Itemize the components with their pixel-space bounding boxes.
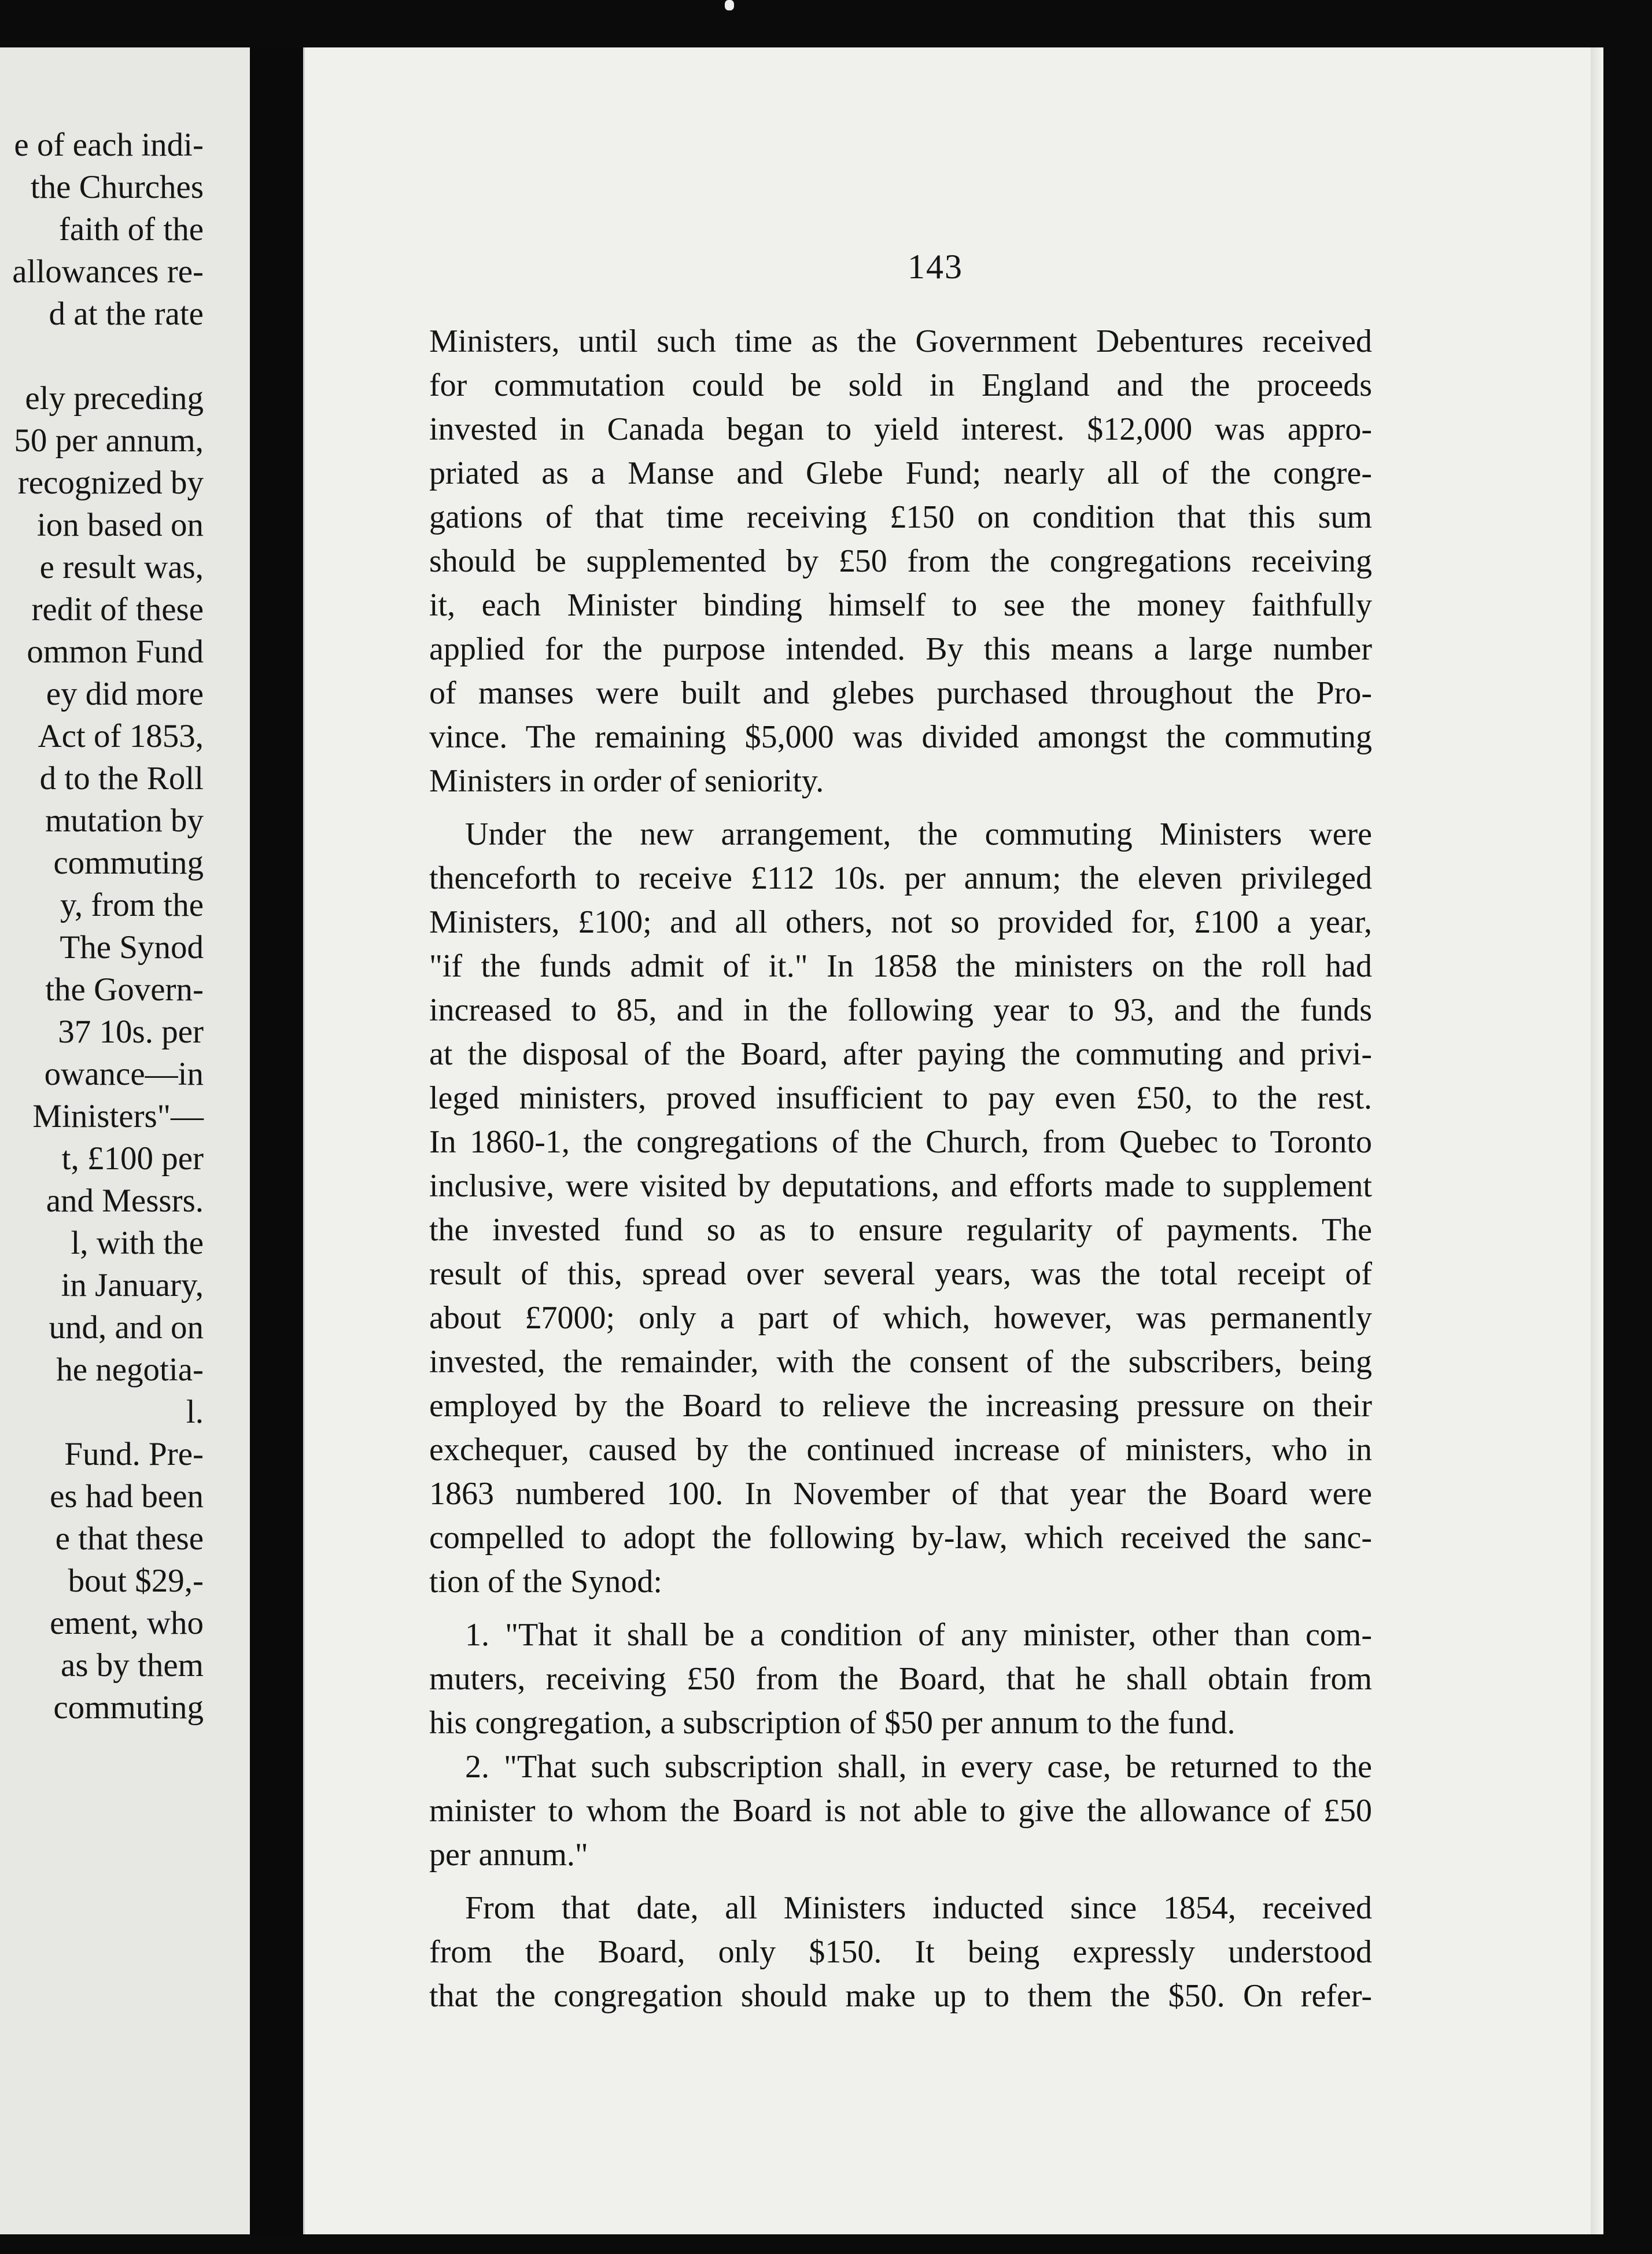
left-line: ely preceding (25, 380, 204, 417)
left-line: d to the Roll (39, 760, 204, 797)
left-line: mutation by (45, 802, 204, 839)
text-line: that the congregation should make up to them the $50. On refer- (429, 1978, 1372, 2014)
text-line: In 1860-1, the congregations of the Church, from Quebec to Toronto (429, 1124, 1372, 1160)
text-line: it, each Minister binding himself to see the money faithfully (429, 587, 1372, 623)
left-line: ey did more (46, 676, 204, 712)
text-line: the invested fund so as to ensure regularity of payments. The (429, 1212, 1372, 1248)
left-line: ommon Fund (27, 634, 204, 670)
left-line: Ministers"— (32, 1098, 204, 1135)
right-page (303, 47, 1603, 2234)
left-line: t, £100 per (61, 1140, 204, 1177)
text-line: vince. The remaining $5,000 was divided amongst the commuting (429, 719, 1372, 755)
text-line: 1863 numbered 100. In November of that year the Board were (429, 1476, 1372, 1512)
left-line: recognized by (17, 465, 204, 501)
text-line: about £7000; only a part of which, however, was permanently (429, 1300, 1372, 1336)
left-line: e of each indi- (14, 127, 204, 163)
text-line: From that date, all Ministers inducted since 1854, received (465, 1890, 1372, 1926)
text-line: compelled to adopt the following by-law, which received the sanc- (429, 1520, 1372, 1556)
left-line: redit of these (31, 591, 204, 628)
text-line: muters, receiving £50 from the Board, that he shall obtain from (429, 1661, 1372, 1697)
left-line: und, and on (49, 1309, 204, 1346)
left-line: Fund. Pre- (64, 1436, 204, 1472)
text-line: Ministers, £100; and all others, not so provided for, £100 a year, (429, 904, 1372, 940)
left-line: l. (186, 1394, 204, 1430)
left-page-fragment (0, 47, 250, 2234)
left-line: 50 per annum, (14, 422, 204, 459)
text-line: employed by the Board to relieve the increasing pressure on their (429, 1388, 1372, 1424)
text-line: minister to whom the Board is not able to give the allowance of £50 (429, 1793, 1372, 1829)
left-line: the Churches (30, 169, 204, 205)
text-line: from the Board, only $150. It being expressly understood (429, 1934, 1372, 1970)
left-line: ement, who (50, 1605, 204, 1641)
body-text (429, 319, 1372, 2018)
text-line: 2. "That such subscription shall, in every case, be returned to the (465, 1749, 1372, 1785)
left-line: commuting (53, 1689, 204, 1726)
left-line: 37 10s. per (58, 1014, 204, 1050)
left-line: he negotia- (56, 1351, 204, 1388)
page-number: 143 (908, 248, 963, 286)
text-line: inclusive, were visited by deputations, and efforts made to supplement (429, 1168, 1372, 1204)
text-line: Ministers in order of seniority. (429, 763, 824, 799)
left-line: Act of 1853, (38, 718, 204, 754)
text-line: invested, the remainder, with the consent of the subscribers, being (429, 1344, 1372, 1380)
left-line: ion based on (36, 507, 204, 543)
text-line: for commutation could be sold in England and the proceeds (429, 367, 1372, 403)
page-edge (1591, 47, 1603, 2234)
left-line: faith of the (58, 211, 204, 248)
left-line: allowances re- (12, 253, 204, 290)
left-line: and Messrs. (46, 1183, 204, 1219)
left-line: the Govern- (45, 971, 204, 1008)
text-line: "if the funds admit of it." In 1858 the ministers on the roll had (429, 948, 1372, 984)
scan-speck (725, 0, 734, 10)
text-line: invested in Canada began to yield interest. $12,000 was appro- (429, 411, 1372, 447)
left-line: commuting (53, 845, 204, 881)
left-line: The Synod (60, 929, 204, 966)
text-line: at the disposal of the Board, after paying the commuting and privi- (429, 1036, 1372, 1072)
text-line: per annum." (429, 1837, 588, 1873)
book-gutter (250, 47, 303, 2234)
text-line: increased to 85, and in the following year to 93, and the funds (429, 992, 1372, 1028)
text-line: leged ministers, proved insufficient to pay even £50, to the rest. (429, 1080, 1372, 1116)
left-line: e that these (55, 1520, 204, 1557)
text-line: exchequer, caused by the continued increase of ministers, who in (429, 1432, 1372, 1468)
left-line: e result was, (39, 549, 204, 585)
left-line: owance—in (44, 1056, 204, 1092)
text-line: Ministers, until such time as the Government Debentures received (429, 323, 1372, 359)
text-line: applied for the purpose intended. By this means a large number (429, 631, 1372, 667)
text-line: 1. "That it shall be a condition of any minister, other than com- (465, 1617, 1372, 1653)
text-line: his congregation, a subscription of $50 per annum to the fund. (429, 1705, 1236, 1741)
left-line: as by them (61, 1647, 204, 1684)
left-line: bout $29,- (68, 1563, 204, 1599)
text-line: of manses were built and glebes purchased throughout the Pro- (429, 675, 1372, 711)
left-line: in January, (61, 1267, 204, 1303)
left-line: d at the rate (49, 296, 204, 332)
text-line: thenceforth to receive £112 10s. per annum; the eleven privileged (429, 860, 1372, 896)
left-line: y, from the (60, 887, 204, 923)
left-line: l, with the (71, 1225, 204, 1261)
text-line: result of this, spread over several years, was the total receipt of (429, 1256, 1372, 1292)
left-line: es had been (50, 1478, 204, 1515)
text-line: gations of that time receiving £150 on condition that this sum (429, 499, 1372, 535)
text-line: should be supplemented by £50 from the congregations receiving (429, 543, 1372, 579)
text-line: tion of the Synod: (429, 1564, 662, 1600)
text-line: priated as a Manse and Glebe Fund; nearly all of the congre- (429, 455, 1372, 491)
text-line: Under the new arrangement, the commuting Ministers were (465, 816, 1372, 852)
